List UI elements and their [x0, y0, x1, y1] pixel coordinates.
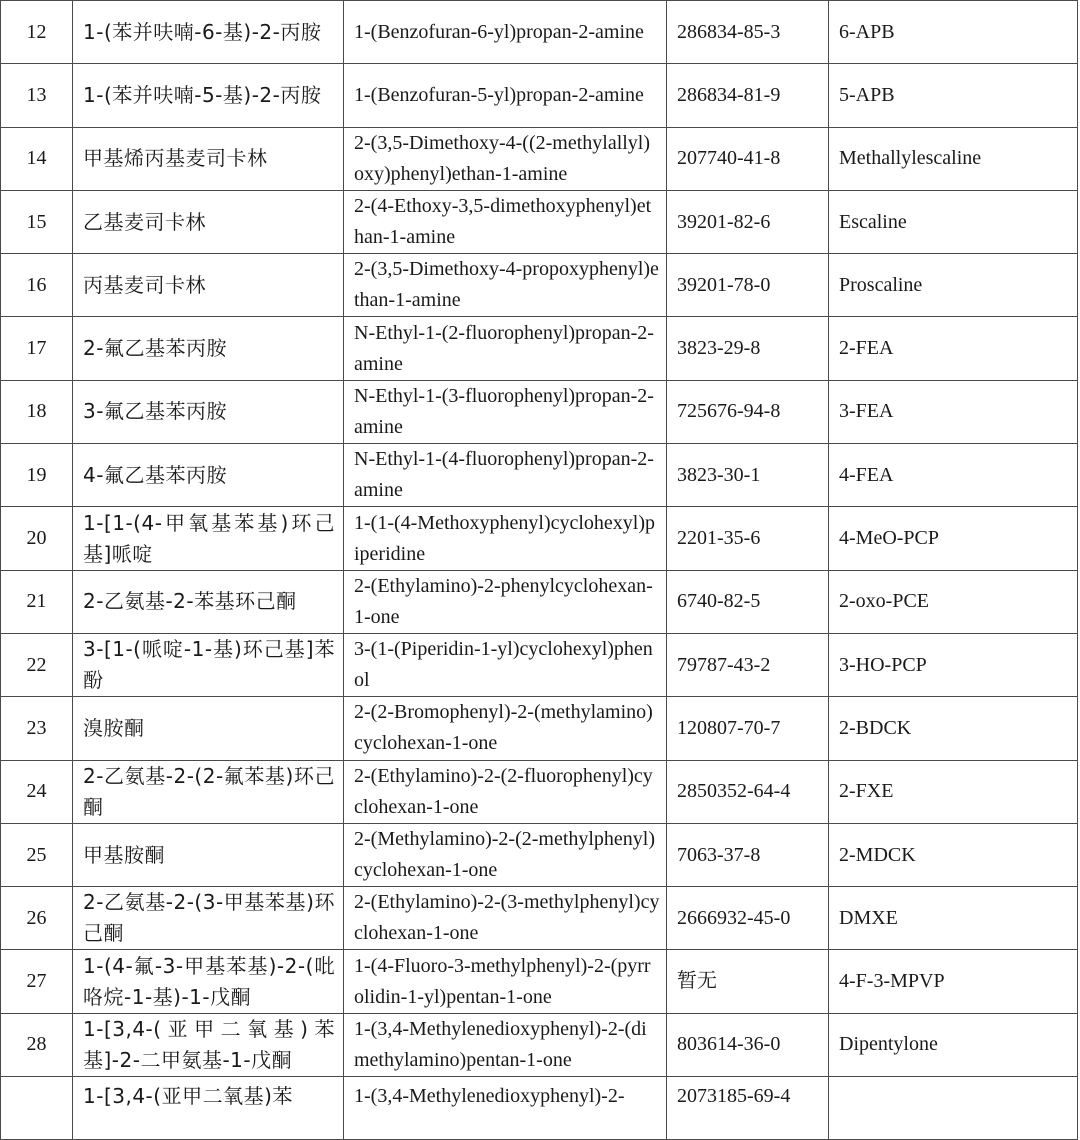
chinese-name: 3-氟乙基苯丙胺 — [73, 380, 344, 443]
chinese-name: 1-[3,4-(亚甲二氧基)苯 — [73, 1077, 344, 1140]
chinese-name: 1-(苯并呋喃-5-基)-2-丙胺 — [73, 64, 344, 127]
chinese-name: 1-(4-氟-3-甲基苯基)-2-(吡咯烷-1-基)-1-戊酮 — [73, 950, 344, 1013]
english-name: 2-(Ethylamino)-2-(2-fluorophenyl)cyclohexan-1-one — [344, 760, 667, 823]
chinese-name: 2-乙氨基-2-(3-甲基苯基)环己酮 — [73, 887, 344, 950]
chinese-name: 甲基烯丙基麦司卡林 — [73, 127, 344, 190]
english-name: 3-(1-(Piperidin-1-yl)cyclohexyl)phenol — [344, 633, 667, 696]
cas-number: 2666932-45-0 — [667, 887, 829, 950]
abbreviation: 5-APB — [829, 64, 1078, 127]
row-number: 12 — [1, 1, 73, 64]
table-row — [1, 950, 1078, 1013]
row-number: 22 — [1, 633, 73, 696]
chinese-name: 2-乙氨基-2-(2-氟苯基)环己酮 — [73, 760, 344, 823]
table-row — [1, 64, 1078, 127]
row-number: 13 — [1, 64, 73, 127]
table-row — [1, 380, 1078, 443]
abbreviation: Escaline — [829, 190, 1078, 253]
english-name: 1-(3,4-Methylenedioxyphenyl)-2- — [344, 1077, 667, 1140]
row-number: 24 — [1, 760, 73, 823]
abbreviation: 2-FEA — [829, 317, 1078, 380]
abbreviation: 2-FXE — [829, 760, 1078, 823]
cas-number: 暂无 — [667, 950, 829, 1013]
row-number: 19 — [1, 444, 73, 507]
cas-number: 207740-41-8 — [667, 127, 829, 190]
english-name: 2-(Methylamino)-2-(2-methylphenyl)cyclohexan-1-one — [344, 823, 667, 886]
abbreviation: 4-FEA — [829, 444, 1078, 507]
table-body — [1, 1, 1078, 1140]
table-row — [1, 1, 1078, 64]
chinese-name: 乙基麦司卡林 — [73, 190, 344, 253]
table-row — [1, 1013, 1078, 1076]
cas-number: 3823-30-1 — [667, 444, 829, 507]
chinese-name: 甲基胺酮 — [73, 823, 344, 886]
english-name: 2-(3,5-Dimethoxy-4-propoxyphenyl)ethan-1-amine — [344, 254, 667, 317]
table-row-partial — [1, 1077, 1078, 1140]
english-name: N-Ethyl-1-(3-fluorophenyl)propan-2-amine — [344, 380, 667, 443]
row-number: 16 — [1, 254, 73, 317]
table-row — [1, 697, 1078, 760]
english-name: 1-(Benzofuran-6-yl)propan-2-amine — [344, 1, 667, 64]
cas-number: 725676-94-8 — [667, 380, 829, 443]
cas-number: 39201-82-6 — [667, 190, 829, 253]
abbreviation: Methallylescaline — [829, 127, 1078, 190]
english-name: 2-(4-Ethoxy-3,5-dimethoxyphenyl)ethan-1-amine — [344, 190, 667, 253]
english-name: 1-(Benzofuran-5-yl)propan-2-amine — [344, 64, 667, 127]
cas-number: 39201-78-0 — [667, 254, 829, 317]
abbreviation: 3-HO-PCP — [829, 633, 1078, 696]
abbreviation: DMXE — [829, 887, 1078, 950]
english-name: 1-(4-Fluoro-3-methylphenyl)-2-(pyrrolidin-1-yl)pentan-1-one — [344, 950, 667, 1013]
english-name: N-Ethyl-1-(4-fluorophenyl)propan-2-amine — [344, 444, 667, 507]
cas-number: 6740-82-5 — [667, 570, 829, 633]
chinese-name: 1-(苯并呋喃-6-基)-2-丙胺 — [73, 1, 344, 64]
table-row — [1, 317, 1078, 380]
abbreviation: Proscaline — [829, 254, 1078, 317]
abbreviation: 4-MeO-PCP — [829, 507, 1078, 570]
table-row — [1, 190, 1078, 253]
chinese-name: 3-[1-(哌啶-1-基)环己基]苯酚 — [73, 633, 344, 696]
cas-number: 3823-29-8 — [667, 317, 829, 380]
cas-number: 2850352-64-4 — [667, 760, 829, 823]
table-row — [1, 887, 1078, 950]
cas-number: 286834-85-3 — [667, 1, 829, 64]
abbreviation — [829, 1077, 1078, 1140]
abbreviation: 2-BDCK — [829, 697, 1078, 760]
chinese-name: 丙基麦司卡林 — [73, 254, 344, 317]
row-number: 25 — [1, 823, 73, 886]
chinese-name: 1-[3,4-(亚甲二氧基)苯基]-2-二甲氨基-1-戊酮 — [73, 1013, 344, 1076]
row-number: 20 — [1, 507, 73, 570]
cas-number: 79787-43-2 — [667, 633, 829, 696]
abbreviation: 2-MDCK — [829, 823, 1078, 886]
cas-number: 286834-81-9 — [667, 64, 829, 127]
abbreviation: 4-F-3-MPVP — [829, 950, 1078, 1013]
abbreviation: 6-APB — [829, 1, 1078, 64]
cas-number: 2073185-69-4 — [667, 1077, 829, 1140]
abbreviation: 3-FEA — [829, 380, 1078, 443]
english-name: 1-(1-(4-Methoxyphenyl)cyclohexyl)piperidine — [344, 507, 667, 570]
english-name: 2-(Ethylamino)-2-phenylcyclohexan-1-one — [344, 570, 667, 633]
abbreviation: Dipentylone — [829, 1013, 1078, 1076]
chinese-name: 1-[1-(4-甲氧基苯基)环己基]哌啶 — [73, 507, 344, 570]
chinese-name: 2-乙氨基-2-苯基环己酮 — [73, 570, 344, 633]
table-row — [1, 507, 1078, 570]
english-name: 2-(3,5-Dimethoxy-4-((2-methylallyl)oxy)phenyl)ethan-1-amine — [344, 127, 667, 190]
row-number: 27 — [1, 950, 73, 1013]
row-number — [1, 1077, 73, 1140]
row-number: 21 — [1, 570, 73, 633]
chinese-name: 溴胺酮 — [73, 697, 344, 760]
table-row — [1, 570, 1078, 633]
chinese-name: 4-氟乙基苯丙胺 — [73, 444, 344, 507]
table-row — [1, 444, 1078, 507]
table-row — [1, 254, 1078, 317]
cas-number: 803614-36-0 — [667, 1013, 829, 1076]
row-number: 23 — [1, 697, 73, 760]
row-number: 14 — [1, 127, 73, 190]
row-number: 28 — [1, 1013, 73, 1076]
abbreviation: 2-oxo-PCE — [829, 570, 1078, 633]
table-row — [1, 760, 1078, 823]
row-number: 15 — [1, 190, 73, 253]
english-name: 2-(Ethylamino)-2-(3-methylphenyl)cyclohexan-1-one — [344, 887, 667, 950]
english-name: N-Ethyl-1-(2-fluorophenyl)propan-2-amine — [344, 317, 667, 380]
cas-number: 7063-37-8 — [667, 823, 829, 886]
english-name: 2-(2-Bromophenyl)-2-(methylamino)cyclohexan-1-one — [344, 697, 667, 760]
table-row — [1, 633, 1078, 696]
cas-number: 2201-35-6 — [667, 507, 829, 570]
row-number: 18 — [1, 380, 73, 443]
table-row — [1, 823, 1078, 886]
row-number: 26 — [1, 887, 73, 950]
table-row — [1, 127, 1078, 190]
english-name: 1-(3,4-Methylenedioxyphenyl)-2-(dimethylamino)pentan-1-one — [344, 1013, 667, 1076]
chinese-name: 2-氟乙基苯丙胺 — [73, 317, 344, 380]
cas-number: 120807-70-7 — [667, 697, 829, 760]
row-number: 17 — [1, 317, 73, 380]
